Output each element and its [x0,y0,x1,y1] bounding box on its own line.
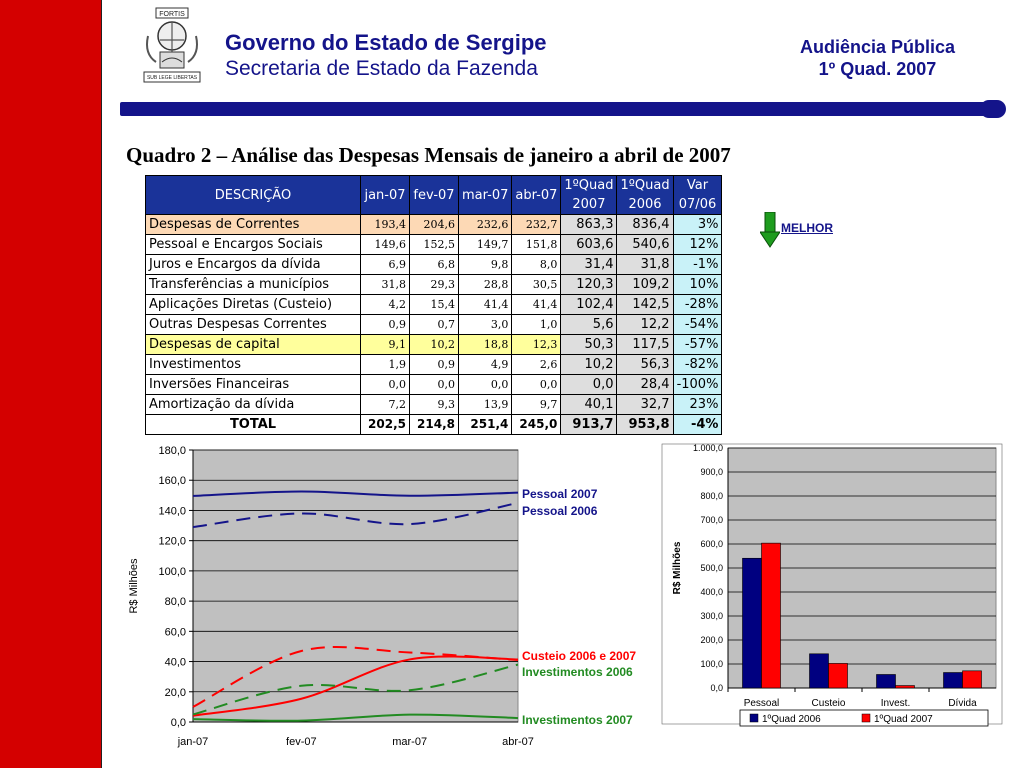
row-month-value: 0,0 [512,375,561,395]
bar [810,654,829,688]
row-var: -82% [673,355,722,375]
row-month-value: 41,4 [459,295,512,315]
row-quad-2006: 12,2 [617,315,673,335]
table-title: Quadro 2 – Análise das Despesas Mensais de janeiro a abril de 2007 [126,143,731,167]
bar [944,673,963,688]
row-description: Investimentos [146,355,361,375]
row-month-value: 193,4 [361,215,410,235]
line-ytick-label: 100,0 [158,565,186,578]
row-var: 23% [673,395,722,415]
row-quad-2006: 142,5 [617,295,673,315]
row-description: Despesas de Correntes [146,215,361,235]
row-month-value: 4,2 [361,295,410,315]
row-month-value: 7,2 [361,395,410,415]
row-var: -28% [673,295,722,315]
row-month-value: 0,0 [361,375,410,395]
left-red-band [0,0,102,768]
org-name: Governo do Estado de Sergipe [225,30,547,55]
row-quad-2007: 0,0 [561,375,617,395]
row-quad-2007: 120,3 [561,275,617,295]
row-month-value: 9,8 [459,255,512,275]
row-var: 10% [673,275,722,295]
row-quad-2006: 31,8 [617,255,673,275]
header-fev: fev-07 [410,176,459,215]
row-quad-2006: 540,6 [617,235,673,255]
line-ytick-label: 80,0 [164,596,186,609]
table-row [146,275,722,295]
row-month-value: 3,0 [459,315,512,335]
line-ytick-label: 140,0 [158,505,186,518]
melhor-label: MELHOR [781,221,833,235]
row-quad-2006: 109,2 [617,275,673,295]
row-description: Inversões Financeiras [146,375,361,395]
total-month-value: 251,4 [459,415,512,435]
table-row [146,255,722,275]
bar-chart [668,440,998,740]
org-header [225,30,547,82]
crest-text-motto: SUB LEGE LIBERTAS [146,75,198,81]
bar [896,686,915,688]
row-month-value: 30,5 [512,275,561,295]
line-ytick-label: 160,0 [158,475,186,488]
row-var: 3% [673,215,722,235]
total-label: TOTAL [146,415,361,435]
row-quad-2007: 50,3 [561,335,617,355]
row-month-value: 0,7 [410,315,459,335]
bar-ytick-label: 400,0 [700,587,723,597]
line-ytick-label: 20,0 [164,686,186,699]
row-description: Transferências a municípios [146,275,361,295]
row-month-value: 149,6 [361,235,410,255]
header-var: Var 07/06 [673,176,722,215]
event-period: 1º Quad. 2007 [818,59,937,79]
row-quad-2007: 31,4 [561,255,617,275]
bar-ytick-label: 800,0 [700,491,723,501]
header-quad-2007: 1ºQuad 2007 [561,176,617,215]
total-month-value: 245,0 [512,415,561,435]
row-month-value: 6,8 [410,255,459,275]
table-row [146,295,722,315]
line-chart [115,440,675,760]
row-description: Outras Despesas Correntes [146,315,361,335]
row-quad-2006: 836,4 [617,215,673,235]
row-month-value: 13,9 [459,395,512,415]
table-row [146,375,722,395]
row-month-value: 9,3 [410,395,459,415]
bar-ytick-label: 700,0 [700,515,723,525]
row-month-value: 10,2 [410,335,459,355]
line-xtick-label: abr-07 [502,736,534,748]
row-var: -100% [673,375,722,395]
total-quad-2006: 953,8 [617,415,673,435]
bar-ytick-label: 1.000,0 [692,443,723,453]
bar-ytick-label: 600,0 [700,539,723,549]
bar [829,663,848,688]
bar-xtick-label: Invest. [880,698,911,709]
table-total-row [146,415,722,435]
row-var: 12% [673,235,722,255]
row-description: Despesas de capital [146,335,361,355]
row-month-value: 18,8 [459,335,512,355]
total-month-value: 202,5 [361,415,410,435]
row-description: Pessoal e Encargos Sociais [146,235,361,255]
row-quad-2007: 102,4 [561,295,617,315]
bar [762,543,781,688]
total-quad-2007: 913,7 [561,415,617,435]
row-month-value: 149,7 [459,235,512,255]
line-ytick-label: 0,0 [170,717,186,729]
line-y-axis-title: R$ Milhões [128,558,140,614]
line-xtick-label: fev-07 [286,736,317,748]
bar [743,558,762,688]
row-month-value: 4,9 [459,355,512,375]
row-quad-2006: 28,4 [617,375,673,395]
row-var: -54% [673,315,722,335]
table-row [146,215,722,235]
bar-legend-label: 1ºQuad 2006 [762,714,821,725]
row-month-value: 232,7 [512,215,561,235]
row-description: Aplicações Diretas (Custeio) [146,295,361,315]
row-month-value: 9,7 [512,395,561,415]
row-description: Juros e Encargos da dívida [146,255,361,275]
line-series-label: Pessoal 2007 [522,487,598,501]
row-quad-2007: 40,1 [561,395,617,415]
row-month-value: 152,5 [410,235,459,255]
state-crest-logo [138,6,206,90]
bar-legend-swatch [862,714,870,722]
row-month-value: 0,9 [410,355,459,375]
total-month-value: 214,8 [410,415,459,435]
row-month-value: 12,3 [512,335,561,355]
row-month-value: 31,8 [361,275,410,295]
bar-ytick-label: 500,0 [700,563,723,573]
bar-legend-label: 1ºQuad 2007 [874,714,933,725]
row-quad-2006: 32,7 [617,395,673,415]
row-month-value: 2,6 [512,355,561,375]
line-xtick-label: mar-07 [392,736,428,748]
row-month-value: 1,9 [361,355,410,375]
bar-ytick-label: 200,0 [700,635,723,645]
line-xtick-label: jan-07 [177,736,209,748]
line-series-label: Pessoal 2006 [522,504,598,518]
bar-legend [740,710,988,726]
bar-xtick-label: Custeio [811,698,846,709]
event-header [770,36,985,80]
bar-ytick-label: 900,0 [700,467,723,477]
bar-ytick-label: 0,0 [710,683,723,693]
line-ytick-label: 60,0 [164,626,186,639]
row-quad-2006: 117,5 [617,335,673,355]
row-month-value: 1,0 [512,315,561,335]
line-ytick-label: 180,0 [158,445,186,457]
bar-ytick-label: 100,0 [700,659,723,669]
event-title: Audiência Pública [799,37,956,57]
line-series-label: Custeio 2006 e 2007 [522,649,637,663]
row-quad-2007: 10,2 [561,355,617,375]
row-month-value: 151,8 [512,235,561,255]
bar [877,674,896,688]
row-month-value: 28,8 [459,275,512,295]
row-description: Amortização da dívida [146,395,361,415]
bar-xtick-label: Pessoal [743,698,780,709]
header-jan: jan-07 [361,176,410,215]
row-month-value: 232,6 [459,215,512,235]
melhor-arrow-icon [760,212,780,253]
row-month-value: 0,0 [459,375,512,395]
header-abr: abr-07 [512,176,561,215]
row-var: -57% [673,335,722,355]
row-month-value: 41,4 [512,295,561,315]
row-month-value: 29,3 [410,275,459,295]
row-month-value: 0,0 [410,375,459,395]
expense-table [145,175,722,435]
row-quad-2007: 863,3 [561,215,617,235]
line-series-label: Investimentos 2007 [522,713,633,727]
line-ytick-label: 120,0 [158,535,186,548]
row-month-value: 204,6 [410,215,459,235]
row-month-value: 9,1 [361,335,410,355]
bar-y-axis-title: R$ Milhões [672,541,683,595]
header-mar: mar-07 [459,176,512,215]
org-department: Secretaria de Estado da Fazenda [225,57,538,80]
bar [963,671,982,688]
bar-legend-swatch [750,714,758,722]
header-rule [120,98,1010,122]
crest-text-fortis: FORTIS [159,11,185,18]
row-quad-2006: 56,3 [617,355,673,375]
line-plot-area [193,450,518,722]
row-var: -1% [673,255,722,275]
total-var: -4% [673,415,722,435]
table-row [146,395,722,415]
line-series-label: Investimentos 2006 [522,665,633,679]
line-ytick-label: 40,0 [164,656,186,669]
bar-xtick-label: Dívida [948,698,977,709]
row-month-value: 0,9 [361,315,410,335]
row-month-value: 8,0 [512,255,561,275]
row-quad-2007: 603,6 [561,235,617,255]
table-row [146,315,722,335]
table-row [146,335,722,355]
table-row [146,355,722,375]
header-quad-2006: 1ºQuad 2006 [617,176,673,215]
row-month-value: 15,4 [410,295,459,315]
row-month-value: 6,9 [361,255,410,275]
table-row [146,235,722,255]
row-quad-2007: 5,6 [561,315,617,335]
bar-ytick-label: 300,0 [700,611,723,621]
header-descricao: DESCRIÇÃO [146,176,361,215]
